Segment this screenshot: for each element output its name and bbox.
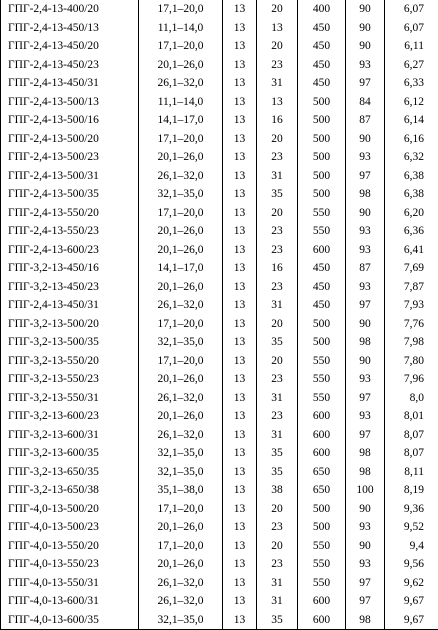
count-cell: 97 [346,389,385,408]
model-cell: ГПГ-3,2-13-500/35 [1,333,139,352]
count-cell: 90 [346,352,385,371]
length-cell: 550 [298,204,346,223]
pressure-cell: 13 [223,74,257,93]
table-row [1,518,438,537]
pressure-cell: 13 [223,370,257,389]
range-cell: 20,1–26,0 [139,56,223,75]
value-cell: 6,07 [385,19,438,38]
count-cell: 90 [346,537,385,556]
size-cell: 35 [257,444,298,463]
pressure-cell: 13 [223,93,257,112]
count-cell: 97 [346,592,385,611]
count-cell: 90 [346,0,385,19]
model-cell: ГПГ-2,4-13-500/20 [1,130,139,149]
count-cell: 97 [346,74,385,93]
range-cell: 26,1–32,0 [139,389,223,408]
count-cell: 90 [346,500,385,519]
range-cell: 17,1–20,0 [139,537,223,556]
pressure-cell: 13 [223,444,257,463]
size-cell: 20 [257,352,298,371]
pressure-cell: 13 [223,518,257,537]
count-cell: 97 [346,296,385,315]
table-row [1,19,438,38]
value-cell: 9,4 [385,537,438,556]
value-cell: 9,36 [385,500,438,519]
range-cell: 17,1–20,0 [139,204,223,223]
model-cell: ГПГ-4,0-13-550/20 [1,537,139,556]
range-cell: 11,1–14,0 [139,93,223,112]
count-cell: 84 [346,93,385,112]
value-cell: 9,67 [385,592,438,611]
model-cell: ГПГ-4,0-13-600/31 [1,592,139,611]
model-cell: ГПГ-3,2-13-650/35 [1,463,139,482]
length-cell: 500 [298,130,346,149]
table-row [1,259,438,278]
table-row [1,74,438,93]
size-cell: 20 [257,0,298,19]
range-cell: 17,1–20,0 [139,315,223,334]
value-cell: 6,20 [385,204,438,223]
pressure-cell: 13 [223,167,257,186]
value-cell: 7,98 [385,333,438,352]
length-cell: 650 [298,481,346,500]
pressure-cell: 13 [223,19,257,38]
count-cell: 87 [346,259,385,278]
table-row [1,278,438,297]
range-cell: 26,1–32,0 [139,426,223,445]
size-cell: 35 [257,463,298,482]
model-cell: ГПГ-3,2-13-500/20 [1,315,139,334]
table-row [1,389,438,408]
model-cell: ГПГ-2,4-13-450/31 [1,74,139,93]
pressure-cell: 13 [223,537,257,556]
size-cell: 35 [257,333,298,352]
length-cell: 450 [298,259,346,278]
pressure-cell: 13 [223,352,257,371]
size-cell: 35 [257,185,298,204]
value-cell: 8,19 [385,481,438,500]
table-row [1,426,438,445]
model-cell: ГПГ-3,2-13-600/35 [1,444,139,463]
table-row [1,611,438,630]
length-cell: 650 [298,463,346,482]
length-cell: 500 [298,185,346,204]
model-cell: ГПГ-4,0-13-550/23 [1,555,139,574]
size-cell: 20 [257,130,298,149]
range-cell: 32,1–35,0 [139,444,223,463]
value-cell: 6,36 [385,222,438,241]
table-row [1,592,438,611]
length-cell: 550 [298,537,346,556]
length-cell: 500 [298,518,346,537]
table-row [1,444,438,463]
model-cell: ГПГ-2,4-13-500/23 [1,148,139,167]
table-row [1,167,438,186]
model-cell: ГПГ-2,4-13-400/20 [1,0,139,19]
count-cell: 98 [346,185,385,204]
value-cell: 6,33 [385,74,438,93]
model-cell: ГПГ-2,4-13-550/23 [1,222,139,241]
count-cell: 93 [346,241,385,260]
table-row [1,296,438,315]
pressure-cell: 13 [223,333,257,352]
size-cell: 23 [257,241,298,260]
pressure-cell: 13 [223,0,257,19]
pressure-cell: 13 [223,555,257,574]
pressure-cell: 13 [223,130,257,149]
range-cell: 32,1–35,0 [139,611,223,630]
range-cell: 17,1–20,0 [139,500,223,519]
count-cell: 90 [346,315,385,334]
size-cell: 20 [257,537,298,556]
size-cell: 31 [257,296,298,315]
model-cell: ГПГ-2,4-13-450/13 [1,19,139,38]
length-cell: 600 [298,407,346,426]
model-cell: ГПГ-4,0-13-550/31 [1,574,139,593]
count-cell: 93 [346,407,385,426]
size-cell: 23 [257,407,298,426]
size-cell: 31 [257,389,298,408]
table-row [1,555,438,574]
model-cell: ГПГ-3,2-13-550/23 [1,370,139,389]
value-cell: 9,56 [385,555,438,574]
value-cell: 7,69 [385,259,438,278]
pressure-cell: 13 [223,56,257,75]
length-cell: 500 [298,167,346,186]
length-cell: 400 [298,0,346,19]
range-cell: 17,1–20,0 [139,37,223,56]
length-cell: 450 [298,278,346,297]
table-row [1,370,438,389]
pressure-cell: 13 [223,389,257,408]
range-cell: 20,1–26,0 [139,370,223,389]
size-cell: 38 [257,481,298,500]
size-cell: 23 [257,370,298,389]
length-cell: 600 [298,444,346,463]
count-cell: 93 [346,56,385,75]
count-cell: 90 [346,204,385,223]
size-cell: 35 [257,611,298,630]
table-row [1,37,438,56]
model-cell: ГПГ-2,4-13-450/23 [1,56,139,75]
pressure-cell: 13 [223,315,257,334]
count-cell: 93 [346,148,385,167]
length-cell: 600 [298,426,346,445]
length-cell: 550 [298,370,346,389]
model-cell: ГПГ-2,4-13-450/31 [1,296,139,315]
table-row [1,241,438,260]
value-cell: 6,11 [385,37,438,56]
pressure-cell: 13 [223,296,257,315]
value-cell: 6,38 [385,185,438,204]
table-row [1,111,438,130]
size-cell: 20 [257,204,298,223]
model-cell: ГПГ-2,4-13-500/31 [1,167,139,186]
length-cell: 550 [298,222,346,241]
table-row [1,56,438,75]
value-cell: 6,32 [385,148,438,167]
pressure-cell: 13 [223,185,257,204]
length-cell: 600 [298,611,346,630]
size-cell: 23 [257,555,298,574]
size-cell: 13 [257,93,298,112]
value-cell: 7,93 [385,296,438,315]
range-cell: 14,1–17,0 [139,259,223,278]
size-cell: 23 [257,278,298,297]
table-row [1,0,438,19]
range-cell: 20,1–26,0 [139,148,223,167]
size-cell: 23 [257,56,298,75]
length-cell: 500 [298,111,346,130]
value-cell: 8,01 [385,407,438,426]
model-cell: ГПГ-3,2-13-650/38 [1,481,139,500]
model-cell: ГПГ-2,4-13-500/13 [1,93,139,112]
pressure-cell: 13 [223,574,257,593]
model-cell: ГПГ-3,2-13-450/23 [1,278,139,297]
range-cell: 17,1–20,0 [139,0,223,19]
model-cell: ГПГ-3,2-13-550/20 [1,352,139,371]
table-row [1,93,438,112]
pressure-cell: 13 [223,407,257,426]
size-cell: 20 [257,315,298,334]
model-cell: ГПГ-2,4-13-600/23 [1,241,139,260]
count-cell: 97 [346,426,385,445]
value-cell: 6,41 [385,241,438,260]
value-cell: 8,11 [385,463,438,482]
table-row [1,481,438,500]
pressure-cell: 13 [223,481,257,500]
pressure-cell: 13 [223,204,257,223]
model-cell: ГПГ-3,2-13-550/31 [1,389,139,408]
value-cell: 7,76 [385,315,438,334]
range-cell: 17,1–20,0 [139,130,223,149]
model-cell: ГПГ-3,2-13-600/23 [1,407,139,426]
range-cell: 20,1–26,0 [139,407,223,426]
model-cell: ГПГ-3,2-13-600/31 [1,426,139,445]
range-cell: 32,1–35,0 [139,333,223,352]
range-cell: 14,1–17,0 [139,111,223,130]
count-cell: 98 [346,333,385,352]
size-cell: 16 [257,259,298,278]
value-cell: 7,96 [385,370,438,389]
size-cell: 31 [257,167,298,186]
length-cell: 550 [298,574,346,593]
count-cell: 97 [346,574,385,593]
count-cell: 97 [346,167,385,186]
table-row [1,185,438,204]
range-cell: 26,1–32,0 [139,167,223,186]
range-cell: 20,1–26,0 [139,278,223,297]
table-row [1,130,438,149]
model-cell: ГПГ-4,0-13-600/35 [1,611,139,630]
length-cell: 550 [298,352,346,371]
table-row [1,333,438,352]
pressure-cell: 13 [223,111,257,130]
range-cell: 20,1–26,0 [139,518,223,537]
range-cell: 20,1–26,0 [139,222,223,241]
pressure-cell: 13 [223,463,257,482]
count-cell: 90 [346,130,385,149]
size-cell: 20 [257,37,298,56]
range-cell: 26,1–32,0 [139,574,223,593]
value-cell: 6,16 [385,130,438,149]
pressure-cell: 13 [223,426,257,445]
length-cell: 500 [298,93,346,112]
pressure-cell: 13 [223,241,257,260]
count-cell: 93 [346,370,385,389]
model-cell: ГПГ-2,4-13-450/20 [1,37,139,56]
value-cell: 7,87 [385,278,438,297]
pressure-cell: 13 [223,611,257,630]
length-cell: 550 [298,555,346,574]
size-cell: 20 [257,500,298,519]
pressure-cell: 13 [223,592,257,611]
range-cell: 20,1–26,0 [139,555,223,574]
size-cell: 16 [257,111,298,130]
range-cell: 11,1–14,0 [139,19,223,38]
length-cell: 600 [298,241,346,260]
value-cell: 6,27 [385,56,438,75]
length-cell: 450 [298,19,346,38]
length-cell: 500 [298,500,346,519]
length-cell: 500 [298,315,346,334]
pressure-cell: 13 [223,148,257,167]
model-cell: ГПГ-2,4-13-500/16 [1,111,139,130]
length-cell: 600 [298,592,346,611]
table-body [1,0,438,630]
length-cell: 550 [298,389,346,408]
size-cell: 23 [257,222,298,241]
table-row [1,148,438,167]
range-cell: 17,1–20,0 [139,352,223,371]
count-cell: 98 [346,611,385,630]
range-cell: 20,1–26,0 [139,241,223,260]
range-cell: 35,1–38,0 [139,481,223,500]
table-row [1,574,438,593]
model-cell: ГПГ-2,4-13-500/35 [1,185,139,204]
model-cell: ГПГ-2,4-13-550/20 [1,204,139,223]
value-cell: 8,0 [385,389,438,408]
size-cell: 31 [257,426,298,445]
value-cell: 6,07 [385,0,438,19]
model-cell: ГПГ-4,0-13-500/23 [1,518,139,537]
length-cell: 450 [298,56,346,75]
range-cell: 26,1–32,0 [139,296,223,315]
count-cell: 93 [346,555,385,574]
table-row [1,463,438,482]
value-cell: 9,67 [385,611,438,630]
range-cell: 26,1–32,0 [139,592,223,611]
range-cell: 32,1–35,0 [139,185,223,204]
value-cell: 6,12 [385,93,438,112]
table-row [1,315,438,334]
value-cell: 8,07 [385,444,438,463]
table-row [1,352,438,371]
count-cell: 93 [346,222,385,241]
count-cell: 98 [346,444,385,463]
count-cell: 87 [346,111,385,130]
table-row [1,537,438,556]
value-cell: 6,14 [385,111,438,130]
model-cell: ГПГ-4,0-13-500/20 [1,500,139,519]
size-cell: 31 [257,592,298,611]
pressure-cell: 13 [223,278,257,297]
value-cell: 8,07 [385,426,438,445]
size-cell: 31 [257,74,298,93]
count-cell: 90 [346,37,385,56]
model-cell: ГПГ-3,2-13-450/16 [1,259,139,278]
pressure-cell: 13 [223,500,257,519]
value-cell: 9,62 [385,574,438,593]
length-cell: 450 [298,74,346,93]
table-row [1,500,438,519]
value-cell: 7,80 [385,352,438,371]
pressure-cell: 13 [223,222,257,241]
range-cell: 26,1–32,0 [139,74,223,93]
value-cell: 6,38 [385,167,438,186]
pressure-cell: 13 [223,259,257,278]
length-cell: 450 [298,296,346,315]
size-cell: 31 [257,574,298,593]
pressure-cell: 13 [223,37,257,56]
table-row [1,222,438,241]
table-row [1,407,438,426]
size-cell: 23 [257,148,298,167]
length-cell: 450 [298,37,346,56]
count-cell: 90 [346,19,385,38]
size-cell: 13 [257,19,298,38]
length-cell: 500 [298,148,346,167]
size-cell: 23 [257,518,298,537]
table-row [1,204,438,223]
value-cell: 9,52 [385,518,438,537]
count-cell: 93 [346,278,385,297]
length-cell: 500 [298,333,346,352]
count-cell: 98 [346,463,385,482]
count-cell: 93 [346,518,385,537]
range-cell: 32,1–35,0 [139,463,223,482]
count-cell: 100 [346,481,385,500]
